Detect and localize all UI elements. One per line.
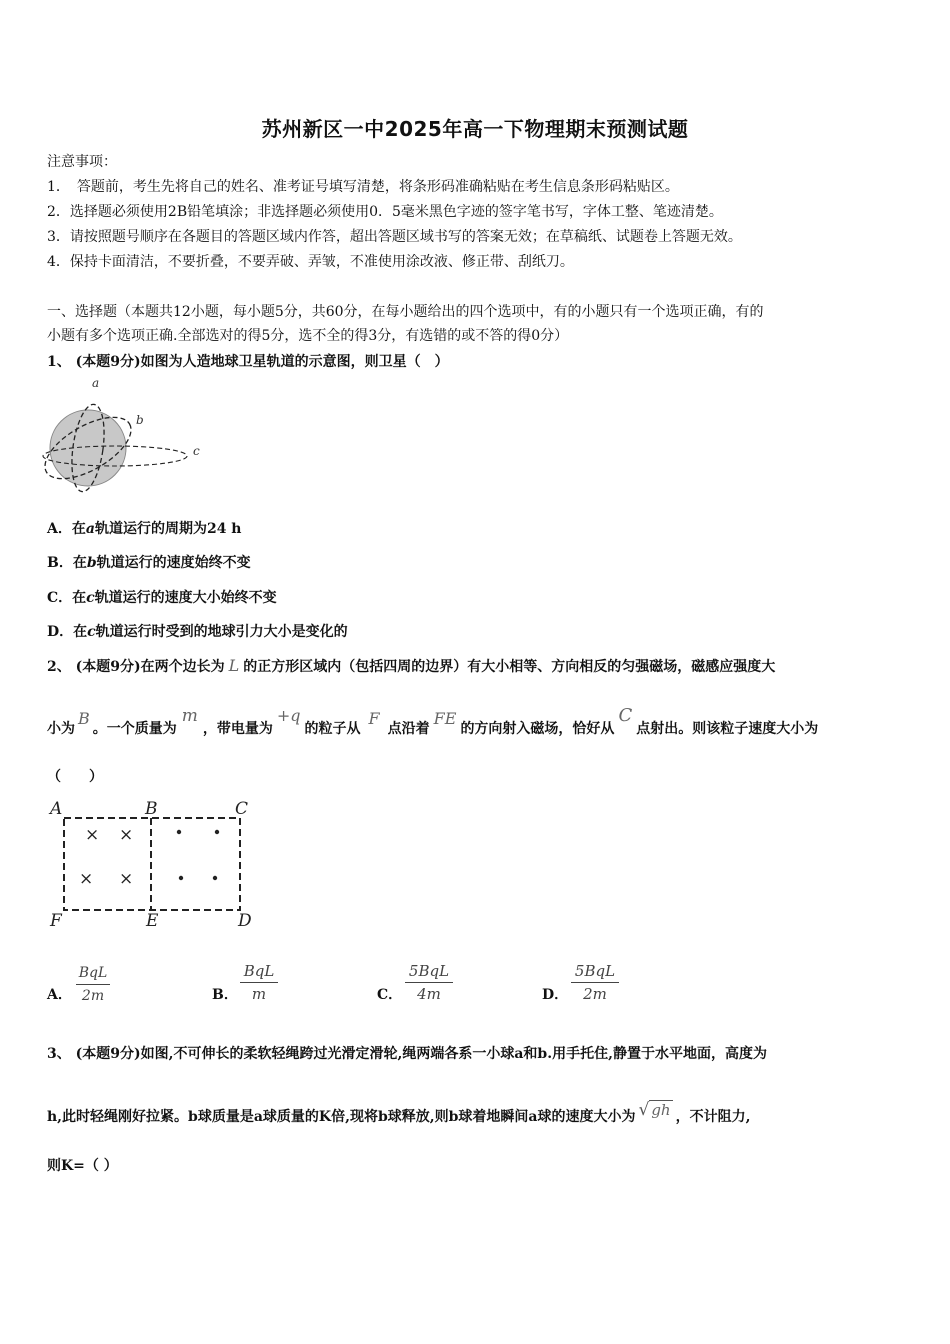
point-label-d: D [238,911,252,930]
q1-option-b[interactable]: B．在b轨道运行的速度始终不变 [47,555,251,571]
q1-option-d[interactable]: D．在c轨道运行时受到的地球引力大小是变化的 [47,624,348,640]
satellite-orbit-figure [40,372,210,497]
q2-option-b-fraction[interactable]: BqL m [240,962,278,1003]
point-label-b: B [145,799,158,819]
notice-item: 1． 答题前，考生先将自己的姓名、准考证号填写清楚，将条形码准确粘贴在考生信息条形码粘贴区。 [47,179,679,195]
field-out-of-page-icon [179,876,183,880]
q1-option-c[interactable]: C．在c轨道运行的速度大小始终不变 [47,590,277,606]
sqrt-expression: √ gh [638,1100,671,1120]
earth-sphere [50,410,126,486]
field-out-of-page-icon [215,830,219,834]
notice-item: 3．请按照题号顺序在各题目的答题区域内作答，超出答题区域书写的答案无效；在草稿纸、试题卷上答题无效。 [47,229,742,245]
field-out-of-page-icon [213,876,217,880]
q1-option-a[interactable]: A．在a轨道运行的周期为24 h [47,521,242,537]
point-label-a: A [50,799,63,819]
field-into-page-icon: × [85,825,100,845]
question-1-stem: 1、 (本题9分)如图为人造地球卫星轨道的示意图，则卫星（ ） [47,354,449,370]
section-heading-line1: 一、选择题（本题共12小题，每小题5分，共60分，在每小题给出的四个选项中，有的小题只有一个选项正确，有的 [47,304,764,320]
orbit-label-a: a [92,376,100,390]
q2-option-b-letter[interactable]: B． [212,987,238,1003]
q2-option-c-letter[interactable]: C． [377,987,403,1003]
orbit-label-c: c [193,444,200,458]
field-into-page-icon: × [119,869,134,889]
notice-item: 4．保持卡面清洁，不要折叠，不要弄破、弄皱，不准使用涂改液、修正带、刮纸刀。 [47,254,574,270]
point-label-f: F [50,911,62,930]
question-3-line1: 3、 (本题9分)如图,不可伸长的柔软轻绳跨过光滑定滑轮,绳两端各系一小球a和b.用手托住,静置于水平地面，高度为 [47,1046,767,1062]
question-2-line2: 小为B。一个质量为m，带电量为+q的粒子从F点沿着FE的方向射入磁场，恰好从C点射出。则该粒子速度大小为 [47,705,819,737]
page-title: 苏州新区一中2025年高一下物理期末预测试题 [261,117,689,141]
point-label-e: E [146,911,159,930]
field-into-page-icon: × [79,869,94,889]
magnetic-field-figure [45,795,265,930]
q2-option-a-fraction[interactable]: BqL 2m [76,964,110,1005]
q2-option-d-fraction[interactable]: 5BqL 2m [571,962,619,1003]
question-3-line2: h,此时轻绳刚好拉紧。b球质量是a球质量的K倍,现将b球释放,则b球着地瞬间a球的速度大小为 √ gh ，不计阻力, [47,1100,751,1125]
point-label-c: C [235,799,249,819]
question-2-line3: （ ） [47,769,103,785]
question-3-line3: 则K=（ ） [47,1158,118,1174]
section-heading-line2: 小题有多个选项正确.全部选对的得5分，选不全的得3分，有选错的或不答的得0分） [47,328,569,344]
field-into-page-icon: × [119,825,134,845]
notice-item: 2．选择题必须使用2B铅笔填涂；非选择题必须使用0．5毫米黑色字迹的签字笔书写，字体工整、笔迹清楚。 [47,204,723,220]
field-out-of-page-icon [177,830,181,834]
q2-option-d-letter[interactable]: D． [542,987,569,1003]
q2-option-a-letter[interactable]: A． [47,987,72,1003]
q2-option-c-fraction[interactable]: 5BqL 4m [405,962,453,1003]
question-2-line1: 2、 (本题9分)在两个边长为 L 的正方形区域内（包括四周的边界）有大小相等、方向相反的匀强磁场，磁感应强度大 [47,656,776,675]
notice-heading: 注意事项： [47,154,117,170]
orbit-label-b: b [136,413,144,427]
